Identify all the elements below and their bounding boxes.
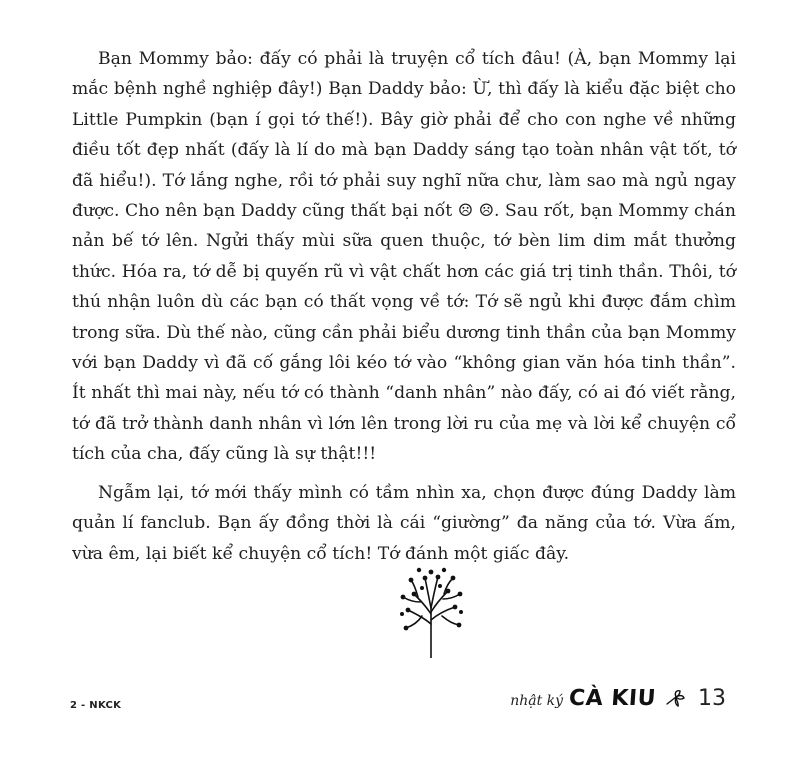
paragraph: Bạn Mommy bảo: đấy có phải là truyện cổ tích đâu! (À, bạn Mommy lại mắc bệnh nghề nghiệp đây!) Bạn Daddy bảo: Ừ, thì đấy là kiểu đặc biệt cho Little Pumpkin (bạn í gọi tớ thế!). Bây giờ phải để cho con nghe về những điều tốt đẹp nhất (đấy là lí do mà bạn Daddy sáng tạo toàn nhân vật tốt, tớ đã hiểu!). Tớ lắng nghe, rồi tớ phải suy nghĩ nữa chư, làm sao mà ngủ ngay được. Cho nên bạn Daddy cũng thất bại nốt ☹ ☹. Sau rốt, bạn Mommy chán nản bế tớ lên. Ngửi thấy mùi sữa quen thuộc, tớ bèn lim dim mắt thưởng thức. Hóa ra, tớ dễ bị quyến rũ vì vật chất hơn các giá trị tinh thần. Thôi, tớ thú nhận luôn dù các bạn có thất vọng về tớ: Tớ sẽ ngủ khi được đắm chìm trong sữa. Dù thế nào, cũng cần phải biểu dương tinh thần của bạn Mommy với bạn Daddy vì đã cố gắng lôi kéo tớ vào “không gian văn hóa tinh thần”. Ít nhất thì mai này, nếu tớ có thành “danh nhân” nào đấy, có ai đó viết rằng, tớ đã trở thành danh nhân vì lớn lên trong lời ru của mẹ và lời kể chuyện cổ tích của cha, đấy cũng là sự thật!!! <box>72 49 736 465</box>
page-number: 13 <box>698 685 726 711</box>
paragraph: Ngẫm lại, tớ mới thấy mình có tầm nhìn xa, chọn được đúng Daddy làm quản lí fanclub. Bạn ấy đồng thời là cái “giường” đa năng của tớ. Vừa ấm, vừa êm, lại biết kể chuyện cổ tích! Tớ đánh một giấc đây. <box>72 482 736 564</box>
tree-illustration-icon <box>398 566 464 658</box>
footer-signature: 2 - NKCK <box>70 700 122 711</box>
logo-title: CÀ KIU <box>568 685 657 711</box>
logo-small-text: nhật ký <box>510 692 564 709</box>
book-logo <box>510 686 656 711</box>
leaf-icon <box>664 689 686 707</box>
body-text <box>72 44 736 569</box>
running-footer <box>510 680 726 716</box>
